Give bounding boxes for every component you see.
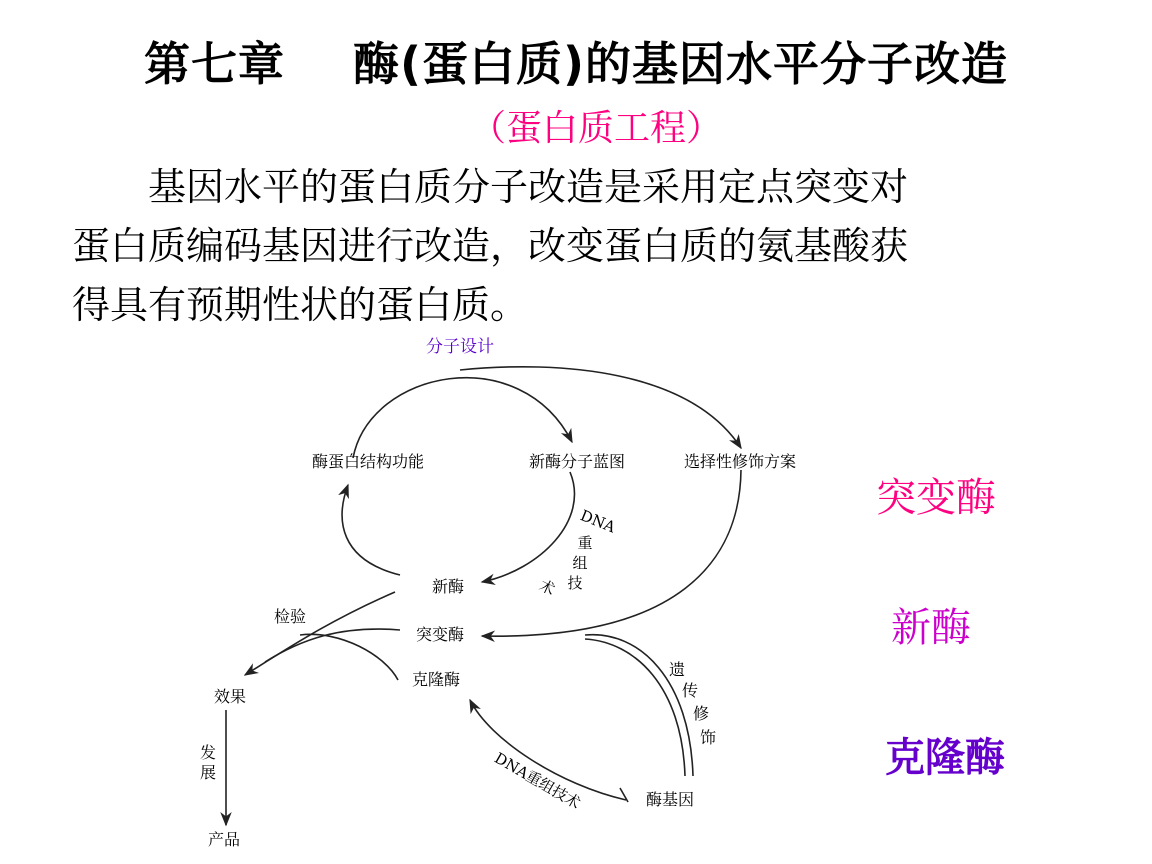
arrow-blueprint-to-new-enzyme (482, 472, 574, 582)
slide-subtitle: （蛋白质工程） (469, 108, 722, 149)
arrow-new-enzyme-to-structure (342, 485, 400, 575)
slide-title: 第七章 酶(蛋白质)的基因水平分子改造 (143, 37, 1009, 91)
label-test: 检验 (273, 607, 307, 626)
body-line-3: 得具有预期性状的蛋白质。 (72, 283, 529, 327)
body-paragraph (72, 158, 1082, 335)
body-line-1: 基因水平的蛋白质分子改造是采用定点突变对 (148, 165, 909, 209)
svg-text:重: 重 (577, 534, 593, 552)
svg-text:DNA: DNA (577, 506, 618, 537)
svg-text:饰: 饰 (699, 728, 717, 747)
arrow-plan-to-mutant (482, 470, 741, 636)
node-new-enzyme: 新酶 (431, 577, 465, 596)
node-structure-function: 酶蛋白结构功能 (311, 452, 425, 471)
body-line-2: 蛋白质编码基因进行改造，改变蛋白质的氨基酸获 (72, 224, 909, 268)
side-label-mutant: 突变酶 (876, 475, 996, 521)
arrow-new-to-effect (245, 592, 395, 675)
side-label-new: 新酶 (891, 605, 971, 651)
node-product: 产品 (207, 830, 241, 849)
label-molecular-design: 分子设计 (426, 337, 494, 357)
svg-text:遗: 遗 (668, 660, 686, 679)
svg-text:修: 修 (692, 704, 710, 723)
node-cloned-enzyme: 克隆酶 (411, 670, 461, 689)
node-modification-plan: 选择性修饰方案 (683, 452, 797, 471)
svg-text:发: 发 (199, 743, 217, 762)
svg-text:展: 展 (199, 763, 217, 782)
label-dna-recombination-vertical (537, 506, 619, 599)
arrow-gene-to-mutant (585, 635, 693, 776)
node-effect: 效果 (213, 687, 247, 706)
arrow-design-to-plan (460, 367, 741, 448)
label-development (200, 743, 216, 782)
side-label-cloned: 克隆酶 (885, 735, 1005, 781)
svg-text:技: 技 (567, 574, 583, 592)
arrow-design-to-blueprint (353, 378, 572, 458)
node-enzyme-gene: 酶基因 (645, 790, 695, 809)
node-mutant-enzyme: 突变酶 (415, 625, 465, 644)
svg-text:组: 组 (572, 554, 588, 572)
protein-engineering-diagram (0, 330, 1152, 864)
label-genetic-modification (669, 660, 716, 747)
svg-text:术: 术 (536, 576, 558, 599)
label-dna-recombination-diag: DNA重组技术 (491, 748, 584, 813)
svg-text:传: 传 (681, 681, 699, 700)
node-new-blueprint: 新酶分子蓝图 (528, 452, 626, 471)
